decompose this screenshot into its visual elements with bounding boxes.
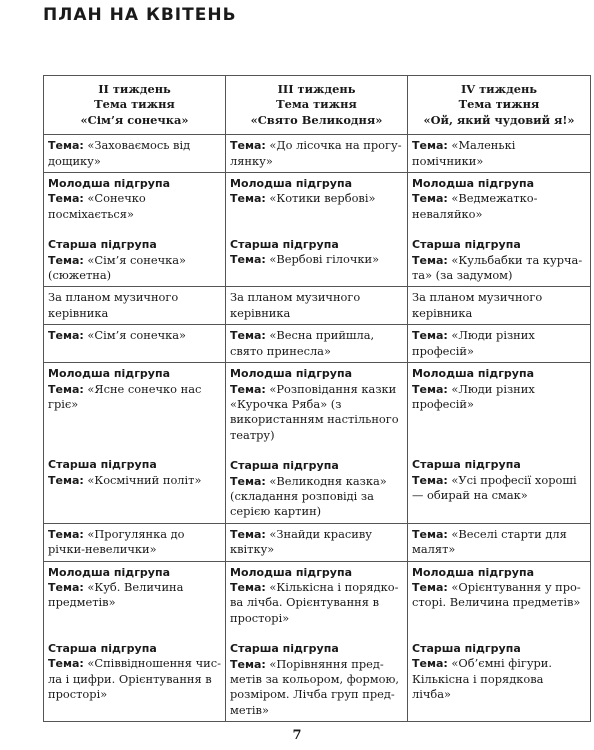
table-cell [44,363,226,524]
table-cell [226,523,408,561]
header-cell-week-4 [408,76,591,135]
theme-prefix: Тема: [412,473,448,487]
theme-prefix: Тема: [230,139,266,153]
subgroup-senior: Старша підгрупа [48,641,157,655]
table-cell [226,325,408,363]
table-row [44,173,591,287]
table-cell [408,523,591,561]
theme-prefix: Тема: [48,382,84,396]
theme-prefix: Тема: [48,192,84,206]
table-cell [408,325,591,363]
subgroup-senior: Старша підгрупа [48,238,157,252]
theme-prefix: Тема: [412,527,448,541]
subgroup-senior: Старша підгрупа [230,459,339,473]
theme-text: «Котики вербові» [269,191,376,206]
table-cell [44,135,226,173]
table-header-row [44,76,591,135]
theme-prefix: Тема: [48,139,84,153]
subgroup-junior: Молодша підгрупа [230,177,353,191]
table-cell [44,173,226,287]
theme-label: Тема тижня [276,97,357,112]
table-cell [44,287,226,325]
theme-text: «Кількісна і порядкова лічба. Орієнтування в просторі» [230,579,399,625]
theme-text: «Прогулянка до річки-невелички» [48,526,185,557]
theme-text: «Порівняння предметів за кольором, формою, розміром. Лічба груп предметів» [230,656,400,717]
theme-text: «Весна прийшла, свято принесла» [230,328,375,358]
theme-text: «Розповідання казки «Курочка Ряба» (з використанням настільного театру) [230,381,399,442]
subgroup-junior: Молодша підгрупа [230,367,353,381]
table-row [44,287,591,325]
table-cell [408,287,591,325]
theme-prefix: Тема: [48,253,84,267]
theme-prefix: Тема: [230,657,266,671]
table-cell [408,561,591,722]
theme-text: «Сонечко посміхається» [48,191,146,221]
plan-note: За планом музичного керівника [48,290,179,320]
subgroup-junior: Молодша підгрупа [48,367,171,381]
theme-label: Тема тижня [94,97,175,112]
theme-label: Тема тижня [458,97,540,112]
theme-text: «Люди різних професій» [412,328,535,358]
theme-prefix: Тема: [48,473,84,487]
theme-text: «Сім’я сонечка» (сюжетна) [48,252,187,283]
theme-prefix: Тема: [48,329,84,343]
theme-text: «Знайди красиву квітку» [230,526,372,557]
table-row [44,363,591,524]
subgroup-junior: Молодша підгрупа [48,565,171,579]
theme-text: «Орієнтування у просторі. Величина предметів» [412,579,581,610]
table-row [44,135,591,173]
header-cell-week-2 [44,76,226,135]
theme-prefix: Тема: [230,192,266,206]
theme-text: «До лісочка на прогулянку» [230,138,402,168]
table-row [44,561,591,722]
table-cell [226,561,408,722]
subgroup-senior: Старша підгрупа [412,458,521,472]
table-cell [44,561,226,722]
theme-prefix: Тема: [412,657,448,671]
theme-text: «Ведмежатко-неваляйко» [412,191,538,221]
subgroup-junior: Молодша підгрупа [412,177,535,191]
theme-text: «Великодня казка» (складання розповіді за серією картин) [230,473,387,519]
week-label: IV тиждень [460,82,538,96]
table-cell [408,363,591,524]
theme-text: «Сім’я сонечка» [87,328,187,343]
theme-prefix: Тема: [230,382,266,396]
theme-prefix: Тема: [412,382,448,396]
theme-prefix: Тема: [230,474,266,488]
table-cell [44,523,226,561]
plan-table [43,75,591,722]
subgroup-junior: Молодша підгрупа [230,565,353,579]
theme-text: «Куб. Величина предметів» [48,579,184,610]
theme-text: «Космічний політ» [87,472,202,487]
week-label: III тиждень [277,82,356,96]
theme-prefix: Тема: [230,527,266,541]
subgroup-senior: Старша підгрупа [230,237,339,251]
theme-text: «Маленькі помічники» [412,138,516,168]
theme-prefix: Тема: [48,657,84,671]
page-number: 7 [292,728,302,743]
week-theme: «Сім’я сонечка» [80,112,189,127]
subgroup-senior: Старша підгрупа [412,238,521,252]
theme-text: «Заховаємось від дощику» [48,138,191,168]
theme-text: «Веселі старти для малят» [412,526,567,557]
theme-text: «Вербові гілочки» [269,252,380,267]
theme-prefix: Тема: [48,580,84,594]
week-theme: «Ой, який чудовий я!» [423,112,575,127]
theme-prefix: Тема: [412,329,448,343]
table-cell [226,173,408,287]
theme-prefix: Тема: [412,139,448,153]
theme-prefix: Тема: [412,192,448,206]
table-cell [408,173,591,287]
table-cell [408,135,591,173]
subgroup-junior: Молодша підгрупа [412,565,535,579]
subgroup-junior: Молодша підгрупа [48,177,171,191]
theme-text: «Усі професії хороші — обирай на смак» [412,472,577,503]
subgroup-senior: Старша підгрупа [230,642,339,656]
table-cell [44,325,226,363]
subgroup-junior: Молодша підгрупа [412,367,535,381]
theme-prefix: Тема: [412,253,448,267]
theme-text: «Кульбабки та курчата» (за задумом) [412,252,583,283]
theme-prefix: Тема: [230,253,266,267]
table-cell [226,135,408,173]
week-label: II тиждень [98,82,171,96]
theme-prefix: Тема: [230,580,266,594]
table-row [44,325,591,363]
subgroup-senior: Старша підгрупа [412,641,521,655]
table-cell [226,363,408,524]
table-cell [226,287,408,325]
theme-prefix: Тема: [412,580,448,594]
theme-text: «Співвідношення числа і цифри. Орієнтування в просторі» [48,656,221,701]
theme-text: «Ясне сонечко нас гріє» [48,381,202,411]
theme-text: «Люди різних професій» [412,381,535,411]
theme-text: «Об’ємні фігури. Кількісна і порядкова лічба» [412,656,553,701]
plan-note: За планом музичного керівника [230,290,361,320]
header-cell-week-3 [226,76,408,135]
week-theme: «Свято Великодня» [250,112,383,127]
plan-note: За планом музичного керівника [412,290,543,320]
theme-prefix: Тема: [48,527,84,541]
subgroup-senior: Старша підгрупа [48,458,157,472]
page-title: ПЛАН НА КВІТЕНЬ [43,5,237,25]
theme-prefix: Тема: [230,329,266,343]
table-row [44,523,591,561]
